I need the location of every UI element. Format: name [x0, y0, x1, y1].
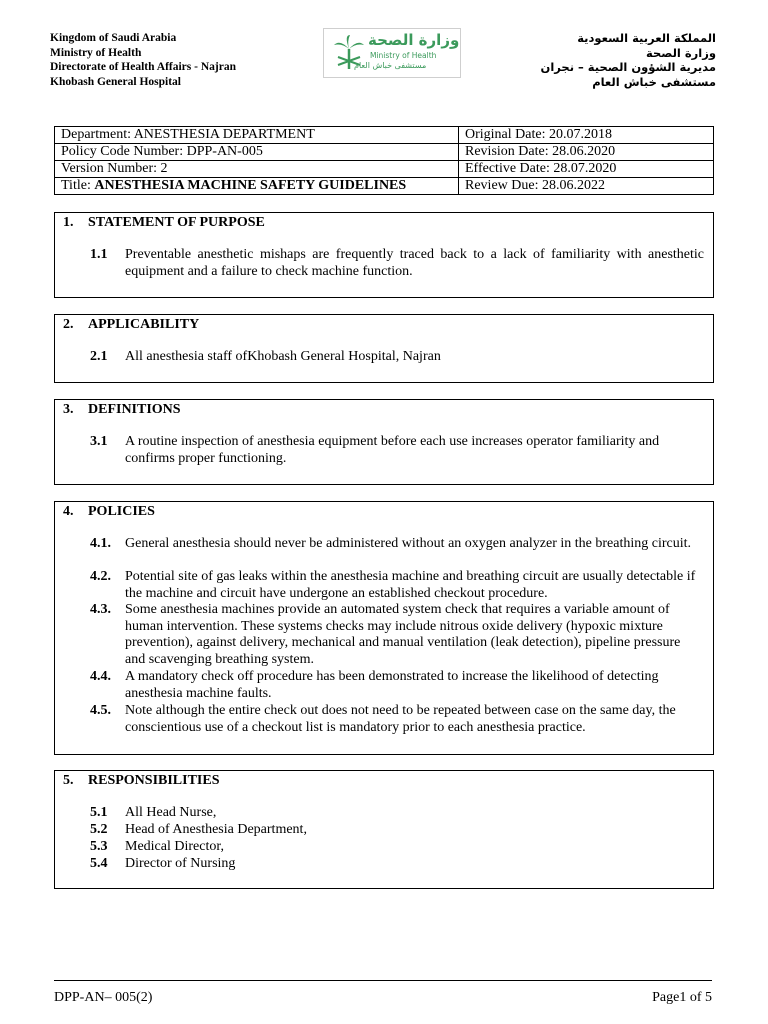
list-item	[90, 602, 704, 668]
footer-divider	[54, 980, 712, 981]
list-item	[90, 349, 704, 366]
item-number: 5.2	[90, 822, 108, 837]
item-text: Note although the entire check out does not need to be repeated between case on the same day, the conscientious use of a checkout list is mandatory prior to each anesthesia practice.	[125, 703, 676, 735]
header-left-line: Kingdom of Saudi Arabia	[50, 32, 177, 44]
department-cell: Department: ANESTHESIA DEPARTMENT	[55, 127, 459, 144]
title-cell	[55, 178, 459, 195]
section-title	[63, 773, 220, 789]
section-heading: POLICIES	[88, 504, 155, 519]
item-number: 4.3.	[90, 602, 111, 617]
header-left-line: Khobash General Hospital	[50, 75, 181, 88]
header-left-line: Ministry of Health	[50, 46, 142, 59]
list-item	[90, 822, 704, 839]
section-definitions	[54, 399, 714, 485]
section-heading: APPLICABILITY	[88, 317, 200, 332]
item-text: General anesthesia should never be administered without an oxygen analyzer in the breathing circuit.	[125, 536, 692, 551]
item-text: Preventable anesthetic mishaps are frequently traced back to a lack of familiarity with anesthetic equipment and a failure to check machine function.	[125, 247, 704, 279]
section-policies	[54, 501, 714, 755]
item-text: All anesthesia staff ofKhobash General Hospital, Najran	[125, 349, 441, 364]
list-item	[90, 839, 704, 856]
logo-english-text: Ministry of Health	[370, 51, 437, 60]
section-title	[63, 317, 199, 333]
header-right-line: مستشفى خباش العام	[592, 74, 716, 89]
title-label: Title:	[61, 178, 95, 193]
section-responsibilities	[54, 770, 714, 889]
item-number: 5.1	[90, 805, 108, 820]
effective-date-cell: Effective Date: 28.07.2020	[459, 161, 714, 178]
footer-document-code: DPP-AN– 005(2)	[54, 990, 153, 1005]
header-right-line: المملكة العربية السعودية	[577, 31, 716, 45]
list-item	[90, 856, 704, 873]
version-cell: Version Number: 2	[55, 161, 459, 178]
header-left-line: Directorate of Health Affairs - Najran	[50, 61, 236, 73]
item-number: 4.4.	[90, 669, 111, 684]
item-number: 4.1.	[90, 536, 111, 551]
list-item	[90, 569, 704, 602]
list-item	[90, 536, 704, 553]
list-item	[90, 434, 704, 467]
item-text: Potential site of gas leaks within the anesthesia machine and breathing circuit are usually detectable if the machine and circuit have undergone an established checkout procedure.	[125, 569, 696, 601]
table-row	[55, 178, 714, 195]
item-text: A routine inspection of anesthesia equipment before each use increases operator familiarity and confirms proper functioning.	[125, 434, 660, 466]
revision-date-cell: Revision Date: 28.06.2020	[459, 144, 714, 161]
item-text: Director of Nursing	[125, 856, 236, 871]
item-number: 5.3	[90, 839, 108, 854]
section-number: 3.	[63, 402, 74, 417]
section-number: 5.	[63, 773, 74, 788]
section-heading: STATEMENT OF PURPOSE	[88, 215, 265, 230]
section-number: 2.	[63, 317, 74, 332]
list-item	[90, 669, 704, 702]
list-item	[90, 247, 704, 280]
footer-page-number: Page1 of 5	[652, 990, 712, 1005]
item-number: 4.2.	[90, 569, 111, 584]
section-title	[63, 504, 155, 520]
item-text: A mandatory check off procedure has been demonstrated to increase the likelihood of detecting anesthesia machine faults.	[125, 669, 659, 701]
header-right-line: وزارة الصحة	[646, 45, 716, 60]
section-title	[63, 402, 181, 418]
header-right	[541, 31, 717, 89]
section-statement-of-purpose	[54, 212, 714, 298]
review-due-cell: Review Due: 28.06.2022	[459, 178, 714, 195]
section-number: 1.	[63, 215, 74, 230]
policy-info-table	[54, 126, 714, 195]
item-number: 1.1	[90, 247, 108, 262]
item-number: 4.5.	[90, 703, 111, 718]
ministry-logo	[323, 28, 461, 78]
item-text: Head of Anesthesia Department,	[125, 822, 307, 837]
header-right-line: مديرية الشؤون الصحية – نجران	[540, 60, 716, 74]
item-number: 2.1	[90, 349, 108, 364]
list-item	[90, 703, 704, 736]
section-heading: RESPONSIBILITIES	[88, 773, 220, 788]
item-text: All Head Nurse,	[125, 805, 217, 820]
logo-arabic-text: وزارة الصحة	[368, 31, 460, 49]
original-date-cell: Original Date: 20.07.2018	[459, 127, 714, 144]
item-number: 3.1	[90, 434, 108, 449]
section-heading: DEFINITIONS	[88, 402, 181, 417]
policy-code-cell: Policy Code Number: DPP-AN-005	[55, 144, 459, 161]
item-number: 5.4	[90, 856, 108, 871]
item-text: Medical Director,	[125, 839, 224, 854]
section-applicability	[54, 314, 714, 383]
list-item	[90, 805, 704, 822]
section-number: 4.	[63, 504, 74, 519]
table-row	[55, 161, 714, 178]
section-title	[63, 215, 265, 231]
logo-subtitle-text: مستشفى خباش العام	[354, 61, 427, 70]
title-value: ANESTHESIA MACHINE SAFETY GUIDELINES	[94, 178, 407, 193]
header-left	[50, 31, 236, 89]
item-text: Some anesthesia machines provide an automated system check that requires a variable amount of human intervention. These systems checks may include nitrous oxide delivery (hypoxic mixture prevention), against delivery, mechanical and manual ventilation (leak detection), pipeline pressure and scavenging breathing system.	[125, 602, 681, 667]
table-row	[55, 127, 714, 144]
table-row	[55, 144, 714, 161]
